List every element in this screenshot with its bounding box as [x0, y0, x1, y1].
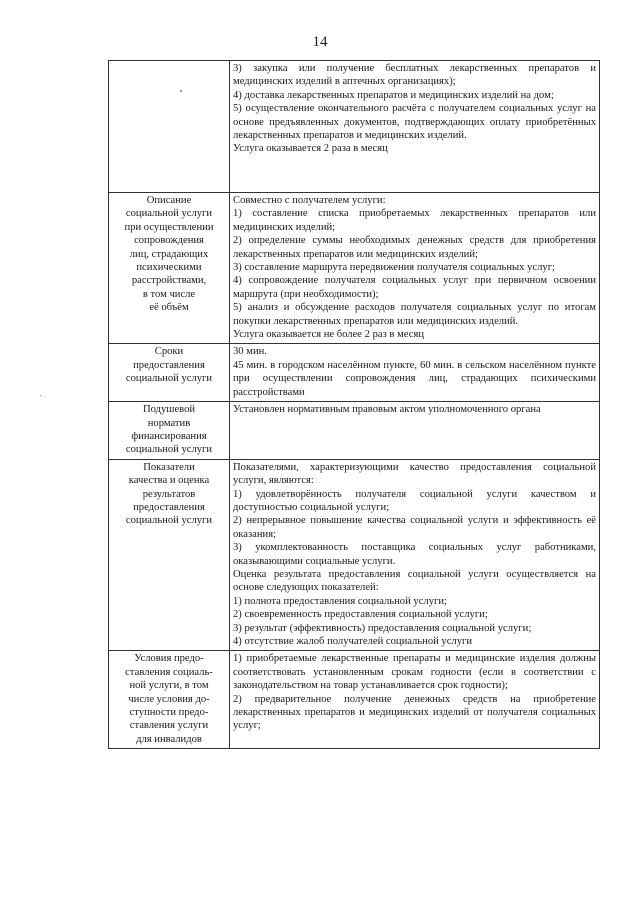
row-label-cell	[109, 344, 230, 402]
row-label-line: Описание	[146, 195, 192, 206]
row-label-cell	[109, 61, 230, 193]
content-paragraph: 5) анализ и обсуждение расходов получателя социальных услуг по итогам покупки лекарственных препаратов или медицинских изделий.	[233, 302, 596, 327]
row-label-line: ставления услуги	[129, 720, 209, 732]
row-content-cell	[230, 193, 600, 344]
content-paragraph: 2) непрерывное повышение качества социальной услуги и эффективность её оказания;	[233, 515, 596, 540]
row-label-line: Условия предо-	[134, 653, 204, 665]
table-row-quality	[109, 459, 600, 651]
table-row-description	[109, 193, 600, 344]
content-paragraph: 2) определение суммы необходимых денежных средств для приобретения лекарственных препаратов или медицинских изделий;	[233, 235, 596, 260]
row-label-line: психическими	[136, 262, 202, 274]
content-paragraph: Совместно с получателем услуги:	[233, 195, 386, 206]
row-label-line: её объём	[149, 302, 189, 314]
scan-speck	[40, 395, 41, 396]
row-label-line: ставления социаль-	[125, 666, 213, 678]
content-paragraph: 1) приобретаемые лекарственные препараты и медицинские изделия должны соответствовать установленным срокам годности (если в соответствии с законодательством на товар устанавливается срок годности);	[233, 653, 596, 692]
row-label-line: при осуществлении	[124, 221, 214, 233]
table-row-duration	[109, 344, 600, 402]
table-row-continuation	[109, 61, 600, 193]
content-paragraph: 5) осуществление окончательного расчёта с получателем социальных услуг на основе предъявленных документов, подтверждающих оплату приобретённых лекарственных препаратов и медицинских изделий.	[233, 103, 596, 142]
content-paragraph: 2) своевременность предоставления социальной услуги;	[233, 609, 488, 621]
row-content-cell	[230, 459, 600, 651]
row-label-line: социальной услуги	[125, 444, 213, 456]
row-label-line: Сроки	[154, 346, 184, 358]
row-label-line: для инвалидов	[136, 733, 202, 745]
row-label-line: социальной услуги	[125, 373, 213, 385]
row-label-line: ступности предо-	[129, 707, 209, 719]
row-content-cell	[230, 344, 600, 402]
content-paragraph: 1) удовлетворённость получателя социальной услуги качеством и доступностью социальной услуги;	[233, 488, 596, 513]
row-label-cell	[109, 459, 230, 651]
content-paragraph: 45 мин. в городском населённом пункте, 60 мин. в сельском населённом пункте при осуществлении сопровождения лиц, страдающих психическими расстройствами	[233, 359, 596, 398]
row-label-line: социальной услуги	[125, 208, 213, 220]
row-label-line: числе условия до-	[128, 693, 210, 705]
content-paragraph: 1) составление списка приобретаемых лекарственных препаратов или медицинских изделий;	[233, 208, 596, 233]
row-label-line: предоставления	[133, 359, 205, 371]
row-label-line: в том числе	[142, 288, 196, 300]
content-paragraph: Установлен нормативным правовым актом уполномоченного органа	[233, 404, 541, 416]
row-label-line: ной услуги, в том	[129, 680, 209, 692]
content-paragraph: 30 мин.	[233, 346, 267, 358]
content-paragraph: 4) доставка лекарственных препаратов и медицинских изделий на дом;	[233, 89, 554, 101]
content-paragraph: 4) сопровождение получателя социальных услуг при первичном освоении маршрута (при необходимости);	[233, 275, 596, 300]
content-paragraph: 1) полнота предоставления социальной услуги;	[233, 595, 447, 607]
table-row-financing	[109, 402, 600, 460]
content-paragraph: 3) результат (эффективность) предоставления социальной услуги;	[233, 622, 532, 634]
content-paragraph: 4) отсутствие жалоб получателей социальной услуги	[233, 636, 473, 647]
services-table	[108, 60, 600, 749]
content-paragraph: 3) укомплектованность поставщика социальных услуг работниками, оказывающими социальные услуги.	[233, 542, 596, 567]
content-paragraph: 2) предварительное получение денежных средств на приобретение лекарственных препаратов и медицинских изделий от получателя социальных услуг;	[233, 693, 596, 732]
row-label-line: норматив	[147, 417, 191, 429]
content-paragraph: 3) составление маршрута передвижения получателя социальных услуг;	[233, 262, 555, 274]
table-row-conditions	[109, 651, 600, 749]
row-label-line: предоставления	[133, 501, 205, 513]
row-label-line: социальной услуги	[125, 515, 213, 527]
content-paragraph: Услуга оказывается не более 2 раз в месяц	[233, 329, 424, 341]
page-number: 14	[312, 34, 328, 50]
row-label-line: лиц, страдающих	[129, 248, 209, 260]
row-label-line: расстройствами,	[131, 275, 207, 287]
row-content-cell	[230, 402, 600, 460]
row-label-cell	[109, 651, 230, 749]
row-content-cell	[230, 651, 600, 749]
row-label-cell	[109, 402, 230, 460]
row-label-cell	[109, 193, 230, 344]
content-paragraph: Оценка результата предоставления социальной услуги осуществляется на основе следующих показателей:	[233, 568, 596, 594]
content-paragraph: 3) закупка или получение бесплатных лекарственных препаратов и медицинских изделий в аптечных организациях);	[233, 63, 596, 88]
content-paragraph: Услуга оказывается 2 раза в месяц	[233, 143, 388, 155]
row-label-line: качества и оценка	[128, 475, 210, 487]
row-content-cell	[230, 61, 600, 193]
row-label-line: финансирования	[131, 430, 207, 442]
row-label-line: результатов	[142, 488, 196, 500]
row-label-line: Подушевой	[142, 404, 196, 416]
content-paragraph: Показателями, характеризующими качество предоставления социальной услуги, являются:	[233, 461, 596, 487]
row-label-line: Показатели	[143, 461, 195, 473]
row-label-line: сопровождения	[134, 235, 204, 247]
